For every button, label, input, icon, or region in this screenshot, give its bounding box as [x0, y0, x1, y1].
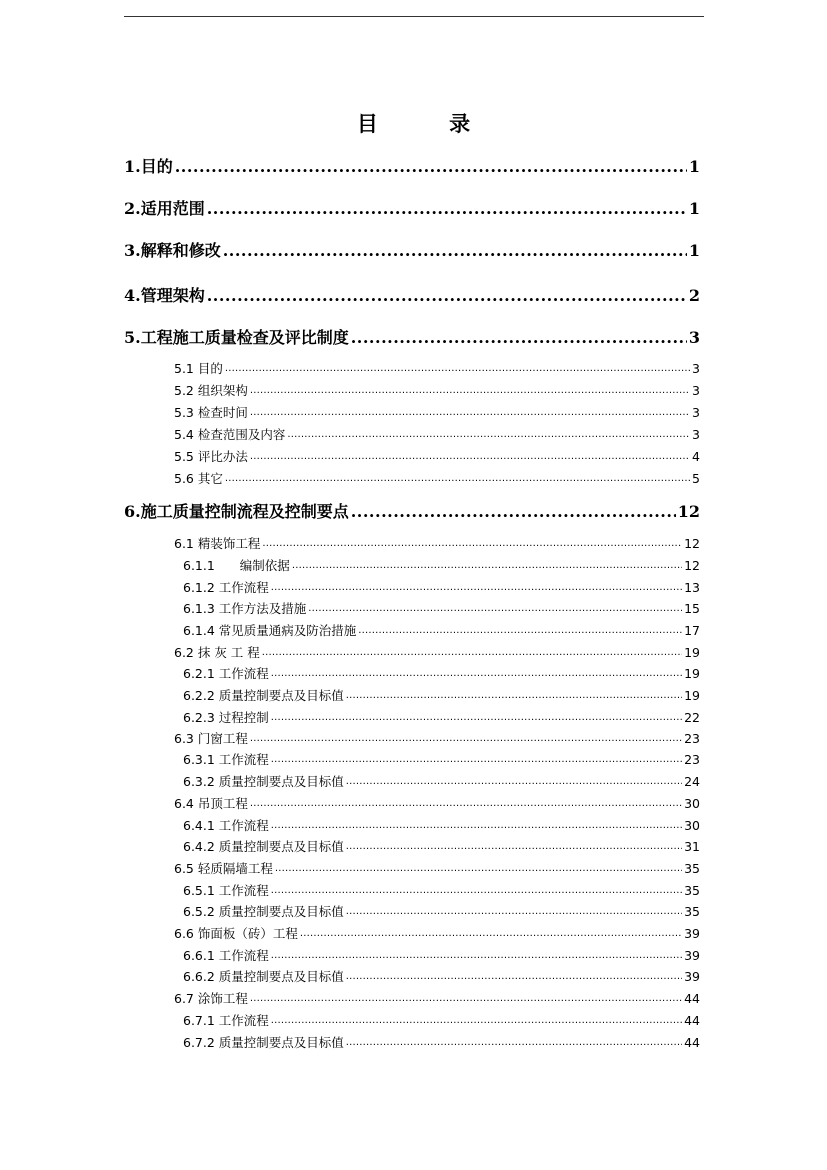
- toc-entry[interactable]: [174, 536, 700, 552]
- toc-entry-label: 6.2.3 过程控制: [183, 710, 269, 725]
- toc-entry-page-number: 3: [692, 383, 700, 398]
- toc-entry[interactable]: [174, 645, 700, 661]
- toc-entry-label: 6.5.2 质量控制要点及目标值: [183, 904, 344, 919]
- toc-entry[interactable]: [174, 427, 700, 443]
- toc-entry-page-number: 39: [684, 969, 700, 984]
- toc-entry-page-number: 12: [677, 502, 700, 521]
- title-part-2: 录: [449, 111, 471, 136]
- toc-entry-label: 5.4 检查范围及内容: [174, 427, 286, 442]
- toc-entry-page-number: 1: [688, 157, 700, 176]
- toc-entry-page-number: 17: [684, 623, 700, 638]
- toc-entry-page-number: 23: [684, 731, 700, 746]
- toc-entry[interactable]: [124, 501, 700, 523]
- toc-entry[interactable]: [174, 449, 700, 465]
- toc-entry-page-number: 31: [684, 839, 700, 854]
- toc-entry[interactable]: [174, 731, 700, 747]
- toc-entry-page-number: 3: [688, 328, 700, 347]
- toc-entry-label: 6.1.4 常见质量通病及防治措施: [183, 623, 357, 638]
- toc-entry-label: 6.3.2 质量控制要点及目标值: [183, 774, 344, 789]
- toc-entry-label: 3.解释和修改: [124, 241, 221, 260]
- toc-entry[interactable]: [174, 926, 700, 942]
- toc-dot-leader: [271, 948, 682, 964]
- toc-entry-label: 6.2.2 质量控制要点及目标值: [183, 688, 344, 703]
- toc-dot-leader: [358, 623, 682, 639]
- toc-entry-page-number: 30: [684, 818, 700, 833]
- toc-dot-leader: [271, 883, 682, 899]
- toc-dot-leader: [271, 752, 682, 768]
- toc-entry-page-number: 39: [684, 948, 700, 963]
- toc-entry-label: 5.工程施工质量检查及评比制度: [124, 328, 349, 347]
- toc-entry[interactable]: [183, 580, 700, 596]
- toc-entry-page-number: 39: [684, 926, 700, 941]
- toc-entry[interactable]: [183, 752, 700, 768]
- toc-entry-label: 6.2 抹 灰 工 程: [174, 645, 260, 660]
- toc-entry-page-number: 44: [684, 1013, 700, 1028]
- toc-entry-label: 6.3.1 工作流程: [183, 752, 269, 767]
- toc-entry[interactable]: [174, 361, 700, 377]
- toc-entry-page-number: 22: [684, 710, 700, 725]
- toc-dot-leader: [271, 818, 682, 834]
- toc-entry-label: 5.5 评比办法: [174, 449, 248, 464]
- toc-dot-leader: [346, 774, 682, 790]
- toc-entry-label: 6.1.1 编制依据: [183, 558, 290, 573]
- toc-dot-leader: [346, 1035, 682, 1051]
- toc-entry-page-number: 2: [688, 286, 700, 305]
- toc-entry-page-number: 19: [684, 688, 700, 703]
- toc-entry[interactable]: [124, 285, 700, 307]
- toc-entry[interactable]: [174, 991, 700, 1007]
- toc-entry[interactable]: [183, 623, 700, 639]
- toc-dot-leader: [271, 1013, 682, 1029]
- toc-dot-leader: [351, 327, 687, 349]
- toc-entry-page-number: 1: [688, 199, 700, 218]
- toc-entry[interactable]: [183, 969, 700, 985]
- toc-entry[interactable]: [183, 710, 700, 726]
- toc-entry-page-number: 15: [684, 601, 700, 616]
- toc-entry[interactable]: [174, 471, 700, 487]
- toc-entry-label: 6.4 吊顶工程: [174, 796, 248, 811]
- toc-entry-label: 6.6.2 质量控制要点及目标值: [183, 969, 344, 984]
- toc-entry[interactable]: [183, 904, 700, 920]
- toc-entry-label: 6.施工质量控制流程及控制要点: [124, 502, 349, 521]
- toc-entry-page-number: 35: [684, 904, 700, 919]
- toc-entry-label: 4.管理架构: [124, 286, 205, 305]
- toc-entry-page-number: 44: [684, 1035, 700, 1050]
- toc-dot-leader: [346, 904, 682, 920]
- toc-dot-leader: [300, 926, 682, 942]
- toc-dot-leader: [207, 285, 687, 307]
- toc-entry-page-number: 13: [684, 580, 700, 595]
- toc-dot-leader: [287, 427, 690, 443]
- toc-entry[interactable]: [174, 796, 700, 812]
- toc-entry-label: 6.1.3 工作方法及措施: [183, 601, 307, 616]
- toc-entry-label: 6.1.2 工作流程: [183, 580, 269, 595]
- toc-dot-leader: [175, 156, 687, 178]
- toc-dot-leader: [225, 361, 690, 377]
- toc-dot-leader: [271, 580, 682, 596]
- toc-entry-label: 6.7.1 工作流程: [183, 1013, 269, 1028]
- toc-entry-page-number: 35: [684, 861, 700, 876]
- toc-entry-page-number: 30: [684, 796, 700, 811]
- toc-entry-page-number: 35: [684, 883, 700, 898]
- toc-entry[interactable]: [183, 839, 700, 855]
- toc-entry-label: 6.7.2 质量控制要点及目标值: [183, 1035, 344, 1050]
- toc-entry-label: 5.3 检查时间: [174, 405, 248, 420]
- toc-entry-page-number: 24: [684, 774, 700, 789]
- toc-entry[interactable]: [183, 1035, 700, 1051]
- toc-entry-label: 6.2.1 工作流程: [183, 666, 269, 681]
- toc-entry-label: 1.目的: [124, 157, 173, 176]
- toc-entry-label: 6.6.1 工作流程: [183, 948, 269, 963]
- toc-dot-leader: [225, 471, 690, 487]
- toc-entry-page-number: 3: [692, 405, 700, 420]
- toc-entry-page-number: 1: [688, 241, 700, 260]
- toc-entry[interactable]: [183, 883, 700, 899]
- toc-entry-page-number: 5: [692, 471, 700, 486]
- toc-entry-label: 6.4.2 质量控制要点及目标值: [183, 839, 344, 854]
- toc-entry[interactable]: [124, 327, 700, 349]
- toc-entry[interactable]: [174, 861, 700, 877]
- toc-entry-page-number: 3: [692, 427, 700, 442]
- toc-entry-label: 2.适用范围: [124, 199, 205, 218]
- toc-dot-leader: [262, 645, 682, 661]
- toc-dot-leader: [271, 710, 682, 726]
- toc-entry[interactable]: [183, 818, 700, 834]
- toc-entry-page-number: 12: [684, 536, 700, 551]
- toc-entry[interactable]: [183, 558, 700, 574]
- toc-entry-label: 6.3 门窗工程: [174, 731, 248, 746]
- toc-entry-label: 5.6 其它: [174, 471, 223, 486]
- toc-entry[interactable]: [183, 1013, 700, 1029]
- toc-dot-leader: [250, 731, 682, 747]
- toc-entry[interactable]: [174, 405, 700, 421]
- toc-dot-leader: [351, 501, 676, 523]
- toc-entry-page-number: 4: [692, 449, 700, 464]
- toc-dot-leader: [223, 240, 687, 262]
- toc-dot-leader: [250, 449, 690, 465]
- toc-entry-page-number: 12: [684, 558, 700, 573]
- toc-entry[interactable]: [183, 666, 700, 682]
- toc-entry-label: 6.5.1 工作流程: [183, 883, 269, 898]
- toc-dot-leader: [308, 601, 682, 617]
- toc-entry[interactable]: [183, 948, 700, 964]
- toc-dot-leader: [271, 666, 682, 682]
- toc-entry-page-number: 19: [684, 645, 700, 660]
- toc-entry-page-number: 44: [684, 991, 700, 1006]
- toc-entry-label: 5.1 目的: [174, 361, 223, 376]
- toc-dot-leader: [250, 796, 682, 812]
- title-part-1: 目: [356, 111, 378, 136]
- toc-entry-label: 6.1 精装饰工程: [174, 536, 261, 551]
- toc-dot-leader: [275, 861, 682, 877]
- toc-entry[interactable]: [174, 383, 700, 399]
- toc-dot-leader: [207, 198, 687, 220]
- toc-dot-leader: [262, 536, 682, 552]
- toc-entry[interactable]: [183, 774, 700, 790]
- toc-entry-page-number: 19: [684, 666, 700, 681]
- toc-dot-leader: [250, 991, 682, 1007]
- toc-dot-leader: [346, 969, 682, 985]
- toc-entry[interactable]: [183, 601, 700, 617]
- toc-dot-leader: [346, 839, 682, 855]
- toc-dot-leader: [250, 405, 690, 421]
- toc-entry-label: 6.5 轻质隔墙工程: [174, 861, 273, 876]
- toc-entry-label: 6.7 涂饰工程: [174, 991, 248, 1006]
- toc-entry[interactable]: [124, 240, 700, 262]
- toc-entry-label: 6.6 饰面板（砖）工程: [174, 926, 298, 941]
- toc-entry-page-number: 3: [692, 361, 700, 376]
- toc-entry[interactable]: [183, 688, 700, 704]
- toc-dot-leader: [292, 558, 682, 574]
- toc-entry[interactable]: [124, 198, 700, 220]
- toc-entry[interactable]: [124, 156, 700, 178]
- toc-dot-leader: [250, 383, 690, 399]
- toc-entry-page-number: 23: [684, 752, 700, 767]
- toc-entry-label: 5.2 组织架构: [174, 383, 248, 398]
- toc-dot-leader: [346, 688, 682, 704]
- toc-entry-label: 6.4.1 工作流程: [183, 818, 269, 833]
